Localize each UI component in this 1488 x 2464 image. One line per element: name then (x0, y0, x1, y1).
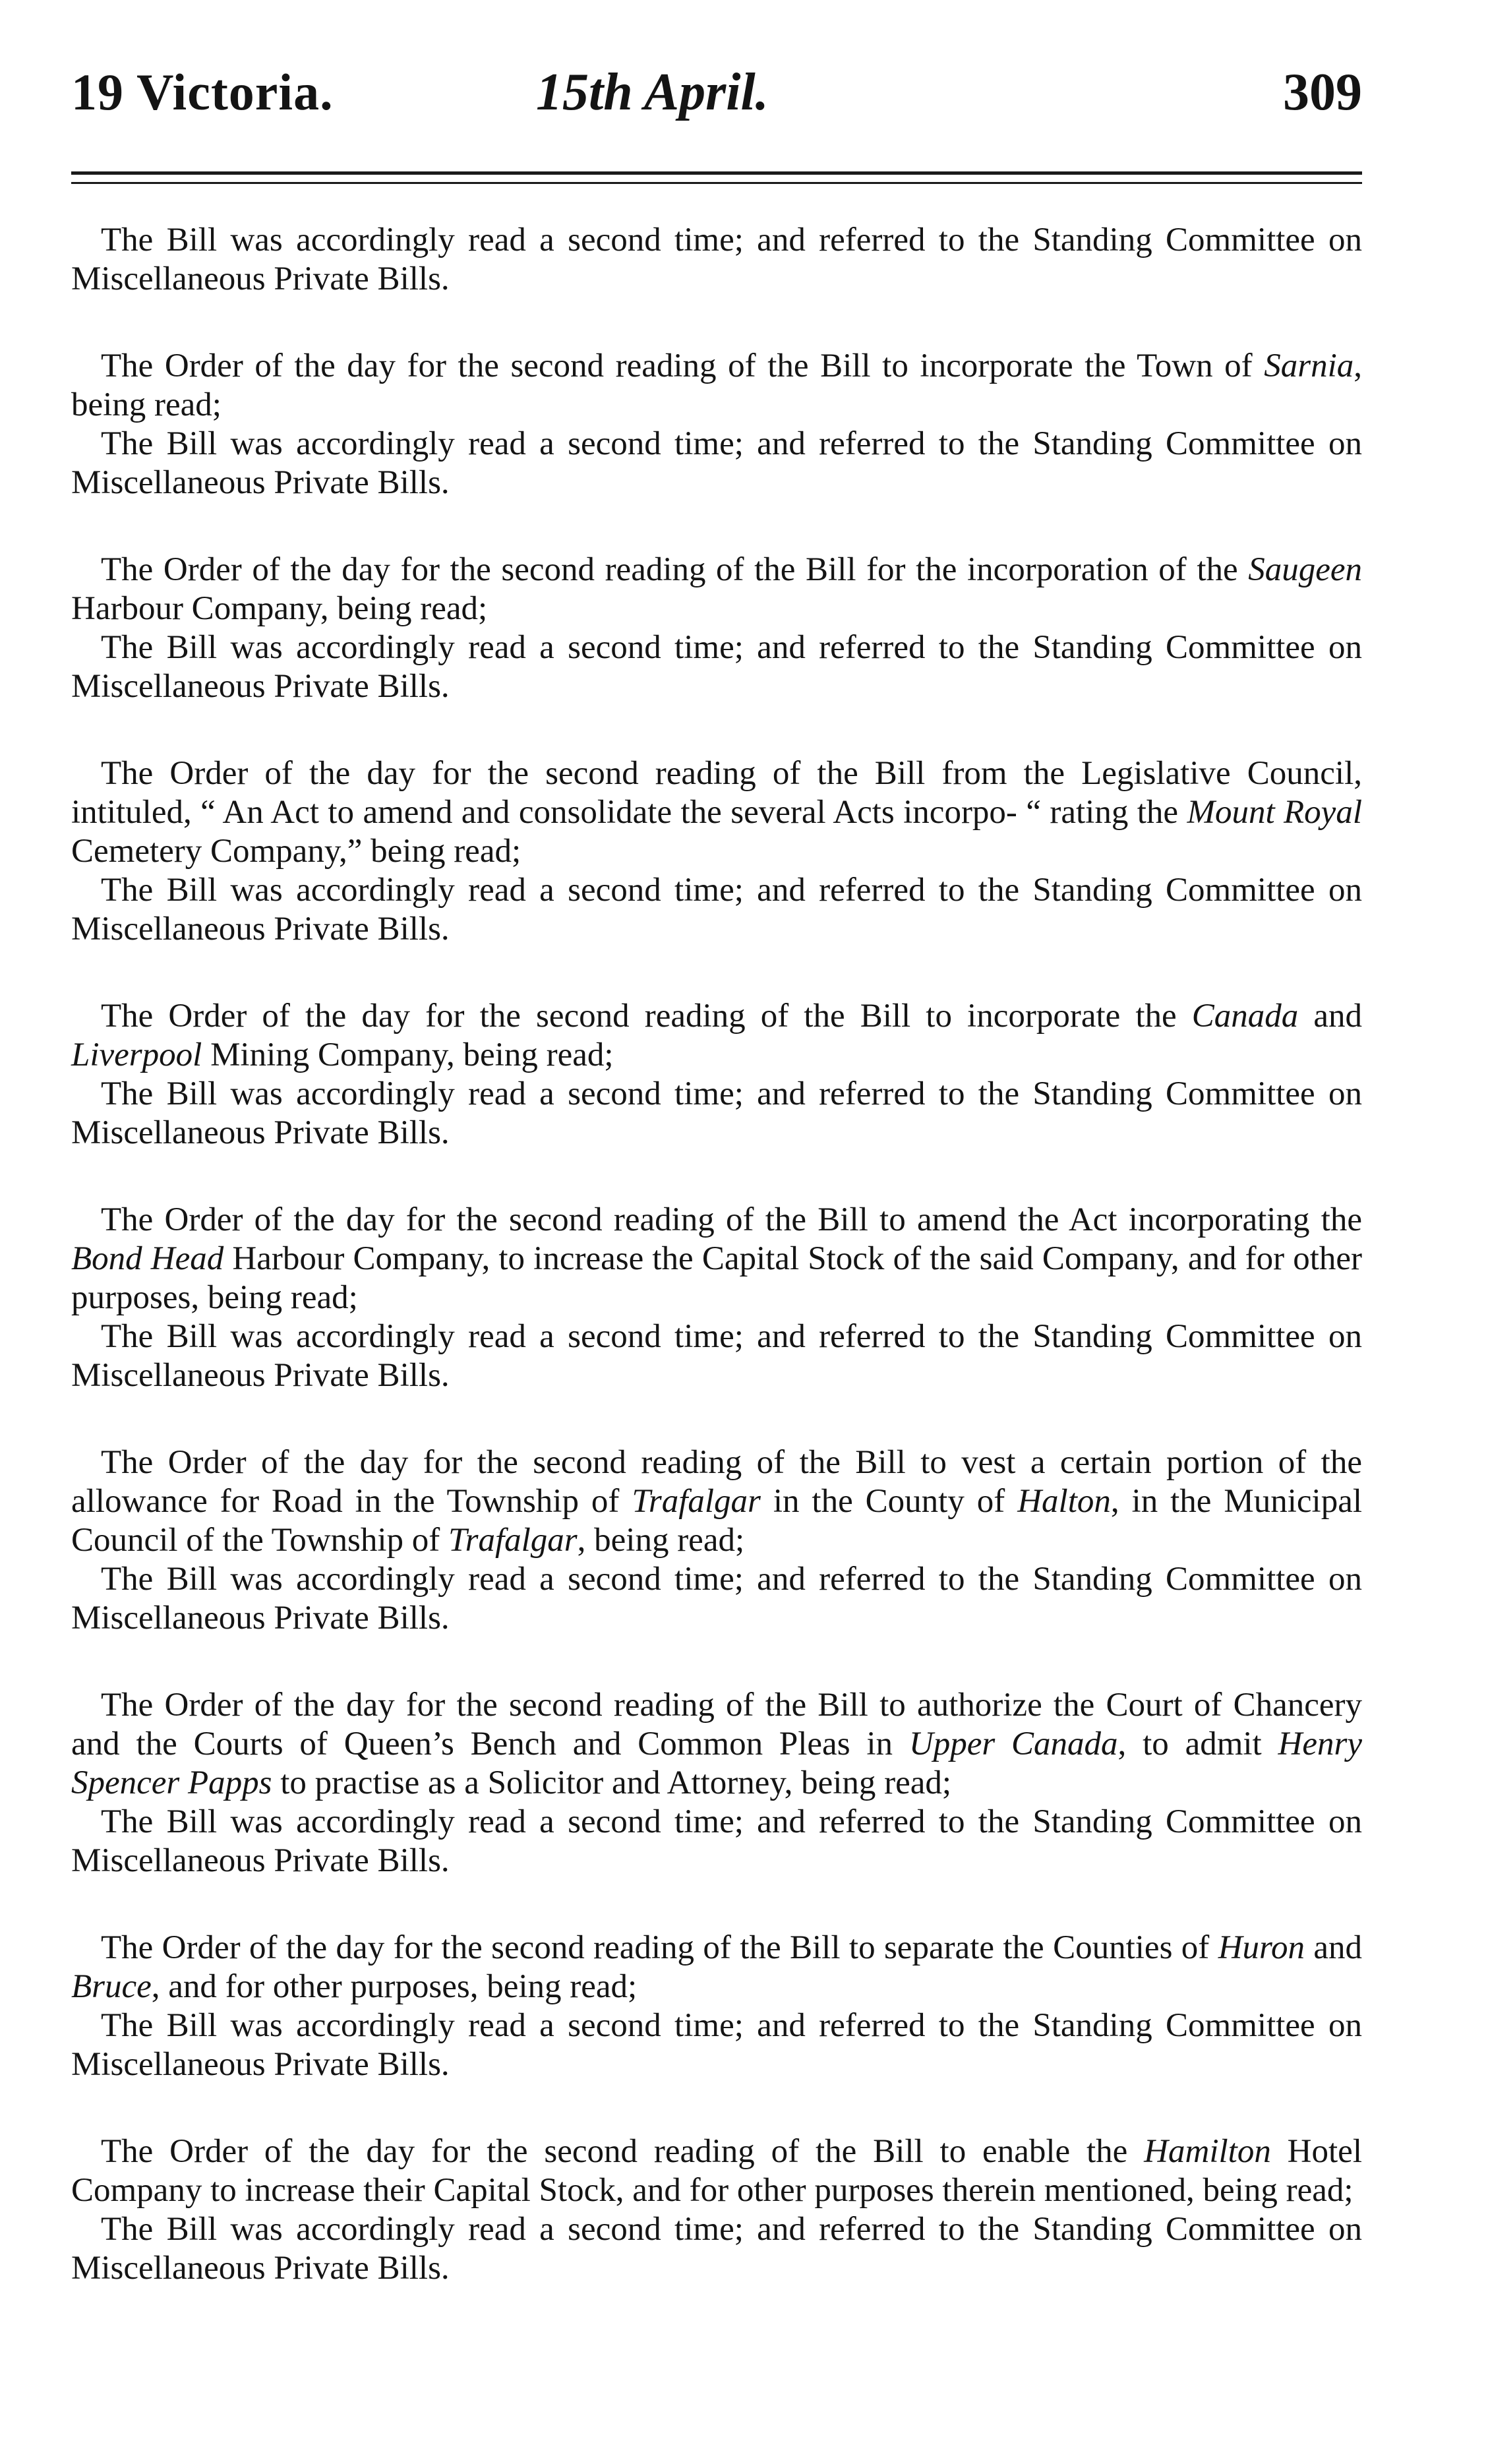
text-run: , in the Municipal Council of the Township of (71, 1483, 1362, 1559)
journal-entry (71, 221, 1362, 299)
text-run: , and for other purposes, being read; (151, 1968, 638, 2005)
italic-name: Huron (1218, 1929, 1305, 1966)
text-run: The Order of the day for the second reading of the Bill to amend the Act incorporating the (101, 1201, 1362, 1238)
header-date: 15th April. (536, 63, 769, 121)
bill-disposition-paragraph (71, 628, 1362, 706)
text-run: , being read; (71, 347, 1362, 423)
bill-disposition-paragraph (71, 221, 1362, 299)
journal-entry (71, 2132, 1362, 2288)
order-of-day-paragraph (71, 2132, 1362, 2210)
text-run: The Bill was accordingly read a second time; and referred to the Standing Committee on Miscellaneous Private Bills. (71, 1561, 1362, 1637)
italic-name: Mount Royal (1187, 794, 1362, 831)
italic-name: Upper Canada (908, 1726, 1118, 1762)
journal-entry (71, 1443, 1362, 1638)
journal-entry (71, 551, 1362, 706)
text-run: Hotel Company to increase their Capital Stock, and for other purposes therein mentioned, being read; (71, 2133, 1362, 2209)
page-number: 309 (1283, 63, 1362, 121)
order-of-day-paragraph (71, 347, 1362, 425)
order-of-day-paragraph (71, 551, 1362, 628)
bill-disposition-paragraph (71, 1560, 1362, 1638)
text-run: The Bill was accordingly read a second time; and referred to the Standing Committee on Miscellaneous Private Bills. (71, 1803, 1362, 1879)
italic-name: Bruce (71, 1968, 152, 2005)
text-run: The Order of the day for the second reading of the Bill to incorporate the Town of (101, 347, 1265, 384)
journal-entry (71, 347, 1362, 502)
text-run: Mining Company, being read; (202, 1037, 614, 1073)
text-run: The Bill was accordingly read a second time; and referred to the Standing Committee on Miscellaneous Private Bills. (71, 2007, 1362, 2083)
italic-name: Saugeen (1248, 551, 1362, 588)
order-of-day-paragraph (71, 997, 1362, 1075)
text-run: , being read; (577, 1522, 745, 1559)
order-of-day-paragraph (71, 1929, 1362, 2006)
journal-entry (71, 1929, 1362, 2084)
text-run: The Bill was accordingly read a second time; and referred to the Standing Committee on Miscellaneous Private Bills. (71, 1318, 1362, 1394)
journal-entries (71, 221, 1362, 2336)
order-of-day-paragraph (71, 1686, 1362, 1803)
text-run: The Bill was accordingly read a second time; and referred to the Standing Committee on Miscellaneous Private Bills. (71, 629, 1362, 705)
running-header (71, 63, 1362, 135)
text-run: Harbour Company, being read; (71, 590, 488, 627)
order-of-day-paragraph (71, 754, 1362, 871)
text-run: The Bill was accordingly read a second time; and referred to the Standing Committee on Miscellaneous Private Bills. (71, 872, 1362, 947)
text-run: in the County of (760, 1483, 1018, 1520)
bill-disposition-paragraph (71, 2210, 1362, 2288)
bill-disposition-paragraph (71, 2006, 1362, 2084)
text-run: The Bill was accordingly read a second time; and referred to the Standing Committee on Miscellaneous Private Bills. (71, 2211, 1362, 2287)
text-run: The Order of the day for the second reading of the Bill to incorporate the (101, 998, 1192, 1035)
header-rule-top (71, 171, 1362, 175)
bill-disposition-paragraph (71, 425, 1362, 502)
bill-disposition-paragraph (71, 1075, 1362, 1153)
italic-name: Canada (1191, 998, 1299, 1035)
text-run: The Bill was accordingly read a second time; and referred to the Standing Committee on Miscellaneous Private Bills. (71, 1075, 1362, 1151)
text-run: and (1304, 1929, 1363, 1966)
text-run: Cemetery Company,” being read; (71, 833, 521, 870)
journal-entry (71, 997, 1362, 1153)
italic-name: Hamilton (1144, 2133, 1271, 2170)
italic-name: Trafalgar (448, 1522, 578, 1559)
text-run: The Order of the day for the second reading of the Bill to authorize the Court of Chancery and the Courts of Queen’s Bench and Common Pleas in (71, 1687, 1362, 1762)
text-run: to practise as a Solicitor and Attorney, being read; (272, 1764, 952, 1801)
italic-name: Liverpool (71, 1037, 202, 1073)
journal-entry (71, 754, 1362, 949)
text-run: , to admit (1117, 1726, 1278, 1762)
text-run: The Bill was accordingly read a second time; and referred to the Standing Committee on Miscellaneous Private Bills. (71, 425, 1362, 501)
order-of-day-paragraph (71, 1443, 1362, 1560)
bill-disposition-paragraph (71, 1803, 1362, 1880)
italic-name: Bond Head (71, 1240, 224, 1277)
regnal-year: 19 Victoria. (71, 63, 334, 121)
text-run: and (1298, 998, 1363, 1035)
italic-name: Halton (1017, 1483, 1111, 1520)
text-run: The Order of the day for the second reading of the Bill from the Legislative Council, intituled, “ An Act to amend and consolidate the several Acts incorpo- “ rating the (71, 755, 1362, 831)
italic-name: Trafalgar (632, 1483, 761, 1520)
header-rule-bottom (71, 182, 1362, 184)
bill-disposition-paragraph (71, 871, 1362, 949)
italic-name: Henry Spencer Papps (71, 1726, 1362, 1801)
order-of-day-paragraph (71, 1201, 1362, 1317)
text-run: Harbour Company, to increase the Capital Stock of the said Company, and for other purposes, being read; (71, 1240, 1362, 1316)
journal-entry (71, 1686, 1362, 1880)
text-run: The Order of the day for the second reading of the Bill to vest a certain portion of the allowance for Road in the Township of (71, 1444, 1362, 1520)
journal-entry (71, 1201, 1362, 1395)
text-run: The Order of the day for the second reading of the Bill for the incorporation of the (101, 551, 1249, 588)
text-run: The Bill was accordingly read a second time; and referred to the Standing Committee on Miscellaneous Private Bills. (71, 222, 1362, 297)
italic-name: Sarnia (1264, 347, 1354, 384)
text-run: The Order of the day for the second reading of the Bill to separate the Counties of (101, 1929, 1218, 1966)
text-run: The Order of the day for the second reading of the Bill to enable the (101, 2133, 1145, 2170)
bill-disposition-paragraph (71, 1317, 1362, 1395)
